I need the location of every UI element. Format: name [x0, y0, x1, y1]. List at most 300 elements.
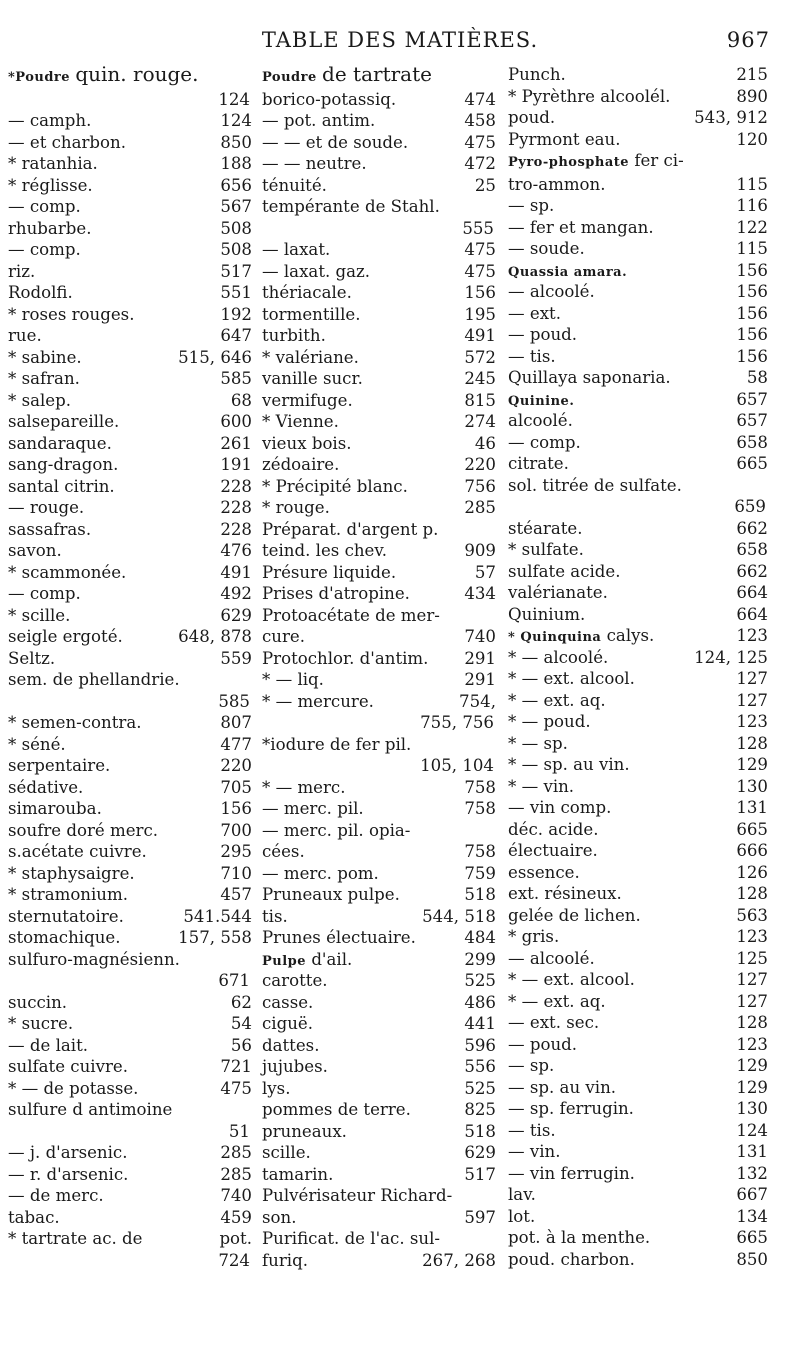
page-ref: 492: [220, 584, 252, 603]
page-ref: 657: [736, 411, 768, 430]
page-ref: 515, 646: [178, 347, 252, 367]
entry-name: * — de potasse.: [8, 1078, 139, 1098]
page-ref: 124, 125: [694, 647, 768, 667]
entry-name: * — ext. aq.: [508, 991, 606, 1011]
page-ref: 434: [464, 584, 496, 603]
entry-name: vanille sucr.: [262, 369, 363, 388]
page-ref: 156: [736, 303, 768, 323]
index-entry: [508, 174, 768, 196]
entry-name: * staphysaigre.: [8, 863, 135, 883]
page-ref: 129: [736, 755, 768, 774]
entry-name: * rouge.: [262, 498, 330, 517]
entry-name: * salep.: [8, 390, 72, 410]
entry-name: * sulfate.: [508, 540, 584, 559]
page-ref: 220: [220, 756, 252, 775]
index-entry: [262, 927, 496, 949]
index-entry: [262, 1250, 496, 1272]
entry-name: ext. résineux.: [508, 884, 622, 903]
entry-name: * — sp.: [508, 733, 568, 753]
entry-name: Pruneaux pulpe.: [262, 885, 400, 904]
page-ref: 475: [464, 261, 496, 281]
entry-name: — sp. ferrugin.: [508, 1099, 634, 1118]
entry-name: lot.: [508, 1206, 536, 1226]
page-ref: 295: [220, 842, 252, 861]
index-entry: [8, 1164, 252, 1186]
page-ref: 758: [464, 777, 496, 797]
page-ref: 850: [736, 1249, 768, 1269]
index-entry: [262, 562, 496, 584]
entry-name: — poud.: [508, 1034, 578, 1054]
index-entry: [8, 798, 252, 820]
page-ref: 724: [218, 1250, 250, 1270]
entry-name: — merc. pil.: [262, 799, 364, 818]
index-entry: [508, 1249, 768, 1271]
entry-name: * — sp. au vin.: [508, 755, 630, 774]
entry-name: poud.: [508, 108, 556, 127]
page-ref: 563: [736, 905, 768, 925]
entry-name: Prunes électuaire.: [262, 928, 416, 947]
index-entry-continuation: [508, 496, 768, 518]
page-ref: 299: [464, 949, 496, 969]
page-ref: 815: [464, 390, 496, 410]
index-entry: [508, 754, 768, 776]
page-ref: 122: [736, 217, 768, 237]
entry-name: * — alcoolé.: [508, 647, 609, 667]
index-entry: [262, 777, 496, 799]
index-entry: [8, 884, 252, 906]
entry-name: Présure liquide.: [262, 562, 397, 582]
index-entry: [8, 132, 252, 154]
heading-keyword: Pyro-phosphate: [508, 155, 630, 170]
page-ref: 850: [220, 132, 252, 152]
index-entry: [262, 1099, 496, 1121]
index-entry: [508, 432, 768, 454]
page-ref: 128: [736, 1013, 768, 1032]
index-entry: [508, 926, 768, 948]
entry-name: sulfuro-magnésienn.: [8, 949, 180, 969]
page-ref: 671: [218, 971, 250, 990]
entry-name: * — mercure.: [262, 691, 374, 711]
page-ref: 62: [230, 992, 252, 1012]
index-entry: [8, 1035, 252, 1057]
index-entry: [262, 153, 496, 175]
page-ref: 132: [736, 1163, 768, 1183]
entry-name: * réglisse.: [8, 175, 93, 195]
entry-name: * — ext. alcool.: [508, 970, 635, 989]
entry-name: stéarate.: [508, 518, 583, 538]
page-ref: 120: [736, 129, 768, 149]
index-entry-continuation: [262, 712, 496, 734]
index-entry: [262, 110, 496, 132]
index-entry: [508, 453, 768, 475]
index-entry: [8, 454, 252, 476]
page-ref: 267, 268: [422, 1250, 496, 1270]
page-ref: 191: [220, 455, 252, 474]
page-ref: 127: [736, 669, 768, 688]
page-ref: 58: [746, 368, 768, 387]
page-ref: 518: [464, 885, 496, 904]
index-entry: [8, 196, 252, 218]
entry-name: — alcoolé.: [508, 948, 595, 968]
index-entry: [262, 239, 496, 261]
page-ref: 758: [464, 799, 496, 818]
index-entry: [508, 690, 768, 712]
index-entry: [8, 626, 252, 648]
page-ref: 128: [736, 884, 768, 903]
page-ref: 474: [464, 89, 496, 109]
page-ref: 130: [736, 1099, 768, 1118]
index-entry: [8, 304, 252, 326]
index-entry: [508, 1227, 768, 1249]
index-entry: [508, 819, 768, 841]
page-ref: 131: [736, 1142, 768, 1161]
index-entry: [8, 519, 252, 541]
page-ref: 156: [736, 260, 768, 280]
index-entry: [262, 196, 496, 218]
entry-name: Purificat. de l'ac. sul-: [262, 1229, 441, 1248]
page-ref: 754,: [459, 691, 496, 711]
page-ref: 123: [736, 712, 768, 731]
index-entry: [508, 539, 768, 561]
heading-keyword: Pulpe: [262, 953, 307, 969]
index-entry: [8, 648, 252, 670]
index-entry: [262, 583, 496, 605]
index-entry: [508, 324, 768, 346]
entry-name: — ext. sec.: [508, 1013, 600, 1032]
entry-name: * scille.: [8, 605, 71, 625]
page-ref: 458: [464, 111, 496, 130]
index-entry: [262, 820, 496, 842]
index-entry: [508, 561, 768, 583]
page-ref: 156: [220, 799, 252, 818]
index-entry: [262, 1078, 496, 1100]
entry-name: * ratanhia.: [8, 154, 98, 173]
page-ref: 662: [736, 561, 768, 581]
entry-name: son.: [262, 1207, 297, 1227]
index-entry: [262, 325, 496, 347]
entry-name: * — vin.: [508, 776, 575, 796]
index-entry: [8, 1099, 252, 1121]
page-ref: 459: [220, 1207, 252, 1227]
page-ref: 543, 912: [694, 108, 768, 127]
page-ref: 755, 756: [420, 713, 494, 732]
heading-left: [508, 625, 654, 649]
page-ref: 658: [736, 540, 768, 559]
index-entry: [262, 132, 496, 154]
index-entry: [8, 562, 252, 584]
entry-name: riz.: [8, 261, 36, 281]
index-entry: [8, 734, 252, 756]
index-column-3: [508, 64, 768, 1270]
entry-name: — vin comp.: [508, 798, 612, 817]
entry-name: — fer et mangan.: [508, 217, 654, 237]
entry-name: — sp.: [508, 1056, 555, 1075]
index-entry: [508, 518, 768, 540]
index-entry: [508, 238, 768, 260]
page-ref: 126: [736, 862, 768, 882]
entry-name: * valériane.: [262, 347, 359, 367]
index-entry: [8, 605, 252, 627]
entry-name: sulfate acide.: [508, 561, 621, 581]
entry-name: — sp.: [508, 196, 555, 215]
index-entry: [508, 582, 768, 604]
entry-name: casse.: [262, 992, 314, 1012]
entry-name: tis.: [262, 906, 288, 926]
index-entry: [8, 863, 252, 885]
entry-name: sédative.: [8, 777, 84, 797]
index-entry: [262, 540, 496, 562]
page-ref: 291: [464, 648, 496, 668]
heading-keyword: Quinine.: [508, 393, 575, 409]
entry-name: déc. acide.: [508, 819, 599, 839]
entry-name: — comp.: [8, 197, 81, 216]
page-ref: 475: [464, 240, 496, 259]
entry-name: s.acétate cuivre.: [8, 842, 147, 861]
page-ref: 441: [464, 1014, 496, 1033]
page-ref: 228: [220, 476, 252, 496]
page-ref: 56: [230, 1035, 252, 1055]
entry-name: d'ail.: [311, 949, 353, 969]
index-column-1: [8, 64, 252, 1271]
page-ref: 127: [736, 970, 768, 989]
entry-name: — merc. pil. opia-: [262, 820, 411, 840]
page-ref: 807: [220, 713, 252, 732]
heading-left: [508, 260, 627, 284]
entry-name: dattes.: [262, 1035, 320, 1055]
entry-name: — — neutre.: [262, 154, 367, 173]
index-entry: [508, 195, 768, 217]
entry-name: — comp.: [8, 240, 81, 259]
index-entry: [8, 390, 252, 412]
index-entry: [262, 519, 496, 541]
entry-name: citrate.: [508, 454, 569, 473]
entry-name: * safran.: [8, 369, 80, 388]
page-ref: 517: [464, 1164, 496, 1184]
entry-name: rue.: [8, 326, 42, 345]
entry-name: Pulvérisateur Richard-: [262, 1186, 453, 1205]
index-entry: [262, 304, 496, 326]
entry-name: sulfure d antimoine: [8, 1100, 173, 1119]
index-entry: [262, 476, 496, 498]
entry-name: stomachique.: [8, 928, 121, 947]
index-entry: [8, 1142, 252, 1164]
page-ref: 195: [464, 304, 496, 324]
index-entry: [8, 906, 252, 928]
page-ref: 657: [736, 389, 768, 409]
index-entry: [8, 325, 252, 347]
index-entry: [508, 1055, 768, 1077]
entry-name: Protoacétate de mer-: [262, 605, 440, 625]
entry-name: Préparat. d'argent p.: [262, 519, 439, 539]
entry-name: — merc. pom.: [262, 863, 379, 883]
index-heading: [8, 64, 252, 89]
index-entry: [262, 605, 496, 627]
index-entry: [262, 1035, 496, 1057]
page-ref: 662: [736, 518, 768, 538]
entry-name: fer ci-: [634, 151, 684, 170]
entry-name: * sucre.: [8, 1014, 74, 1033]
entry-name: vermifuge.: [262, 390, 353, 410]
page-ref: 57: [474, 562, 496, 582]
page-ref: 664: [736, 583, 768, 602]
page-ref: 525: [464, 1078, 496, 1098]
index-entry: [508, 1163, 768, 1185]
index-entry: [8, 820, 252, 842]
page-ref: 629: [464, 1143, 496, 1162]
index-entry-continuation: [262, 218, 496, 240]
entry-name: — de merc.: [8, 1186, 104, 1205]
page-ref: 665: [736, 819, 768, 839]
index-entry: [262, 906, 496, 928]
entry-name: valérianate.: [508, 583, 608, 602]
entry-name: Quinium.: [508, 604, 586, 624]
entry-name: calys.: [606, 626, 655, 645]
page-ref: 491: [220, 562, 252, 582]
page-ref: 508: [220, 240, 252, 259]
index-entry: [8, 927, 252, 949]
entry-name: * Précipité blanc.: [262, 476, 408, 496]
entry-name: jujubes.: [262, 1057, 328, 1076]
page-ref: 228: [220, 519, 252, 539]
page-ref: 156: [736, 346, 768, 366]
index-entry: [508, 217, 768, 239]
entry-name: Seltz.: [8, 648, 56, 668]
index-entry: [508, 883, 768, 905]
entry-name: * — ext. aq.: [508, 690, 606, 710]
index-entry: [8, 282, 252, 304]
entry-name: * — ext. alcool.: [508, 669, 635, 688]
page-ref: 51: [228, 1121, 250, 1141]
entry-name: * sabine.: [8, 347, 82, 367]
entry-name: vieux bois.: [262, 433, 352, 453]
heading-text: quin. rouge.: [75, 62, 199, 86]
page-ref: 740: [464, 627, 496, 646]
page-ref: 127: [736, 991, 768, 1011]
index-entry: [8, 175, 252, 197]
entry-name: * — liq.: [262, 670, 324, 689]
index-entry: [8, 992, 252, 1014]
index-entry-continuation: [8, 970, 252, 992]
index-entry: [508, 1120, 768, 1142]
entry-name: rhubarbe.: [8, 218, 92, 238]
index-entry: [262, 411, 496, 433]
entry-name: ténuité.: [262, 175, 327, 195]
page-ref: 665: [736, 1228, 768, 1247]
page-ref: 285: [220, 1143, 252, 1162]
entry-name: scille.: [262, 1143, 311, 1162]
page-ref: 484: [464, 928, 496, 947]
page-ref: 647: [220, 326, 252, 345]
page-ref: 559: [220, 648, 252, 668]
page-ref: 124: [220, 111, 252, 130]
running-title: TABLE DES MATIÈRES.: [261, 28, 539, 52]
page-ref: 228: [220, 498, 252, 517]
entry-name: — sp. au vin.: [508, 1077, 617, 1097]
index-entry: [262, 433, 496, 455]
entry-name: tormentille.: [262, 304, 361, 324]
entry-name: — poud.: [508, 325, 578, 344]
entry-name: Quillaya saponaria.: [508, 368, 671, 387]
entry-name: tro-ammon.: [508, 174, 606, 194]
page-ref: 475: [220, 1078, 252, 1098]
index-entry: [8, 347, 252, 369]
entry-name: * Pyrèthre alcoolél.: [508, 86, 671, 106]
entry-name: sol. titrée de sulfate.: [508, 475, 682, 495]
index-heading: [262, 64, 496, 89]
page-ref: 475: [464, 132, 496, 152]
index-entry: [262, 1142, 496, 1164]
entry-name: soufre doré merc.: [8, 820, 159, 840]
index-entry: [8, 1078, 252, 1100]
page-ref: 518: [464, 1121, 496, 1141]
entry-name: sandaraque.: [8, 433, 112, 453]
heading-left: [508, 389, 574, 413]
index-entry: [508, 797, 768, 819]
page-ref: 758: [464, 842, 496, 861]
page-ref: 508: [220, 218, 252, 238]
entry-name: poud. charbon.: [508, 1249, 635, 1269]
index-entry: [262, 1164, 496, 1186]
page-ref: 124: [218, 89, 250, 109]
page-ref: 476: [220, 541, 252, 560]
entry-name: — soude.: [508, 239, 585, 258]
index-entry: [508, 647, 768, 669]
index-entry: [262, 669, 496, 691]
entry-name: — rouge.: [8, 498, 85, 517]
page-ref: 215: [736, 65, 768, 84]
page-ref: 477: [220, 734, 252, 754]
index-entry: [8, 755, 252, 777]
page-ref: 131: [736, 798, 768, 817]
entry-name: * stramonium.: [8, 885, 128, 904]
entry-name: cure.: [262, 627, 306, 646]
heading-keyword: * Quinquina: [508, 630, 602, 645]
index-entry: [262, 863, 496, 885]
entry-name: essence.: [508, 862, 580, 882]
index-entry: [8, 153, 252, 175]
entry-name: — de lait.: [8, 1035, 89, 1055]
entry-name: zédoaire.: [262, 455, 340, 474]
heading-left: [262, 949, 352, 973]
index-entry: [262, 1185, 496, 1207]
index-entry: [8, 777, 252, 799]
page-ref: 105, 104: [420, 756, 494, 775]
index-entry: [8, 411, 252, 433]
page-ref: 740: [220, 1186, 252, 1205]
entry-name: — laxat. gaz.: [262, 261, 371, 281]
page-ref: 667: [736, 1185, 768, 1204]
page-ref: 123: [736, 626, 768, 645]
index-entry: [508, 475, 768, 497]
index-entry: [508, 840, 768, 862]
page-ref: 600: [220, 412, 252, 431]
page-ref: 585: [220, 369, 252, 388]
entry-name: lys.: [262, 1078, 291, 1098]
page-ref: 125: [736, 948, 768, 968]
index-entry: [508, 1034, 768, 1056]
entry-name: tamarin.: [262, 1164, 334, 1184]
entry-name: carotte.: [262, 971, 328, 990]
page-ref: 572: [464, 347, 496, 367]
entry-name: sang-dragon.: [8, 455, 119, 474]
page-ref: 192: [220, 304, 252, 324]
page-ref: 664: [736, 604, 768, 624]
page-ref: 517: [220, 261, 252, 281]
entry-name: thériacale.: [262, 283, 352, 302]
heading-keyword: Quassia amara.: [508, 264, 628, 280]
index-entry: [8, 239, 252, 261]
index-entry: [8, 368, 252, 390]
